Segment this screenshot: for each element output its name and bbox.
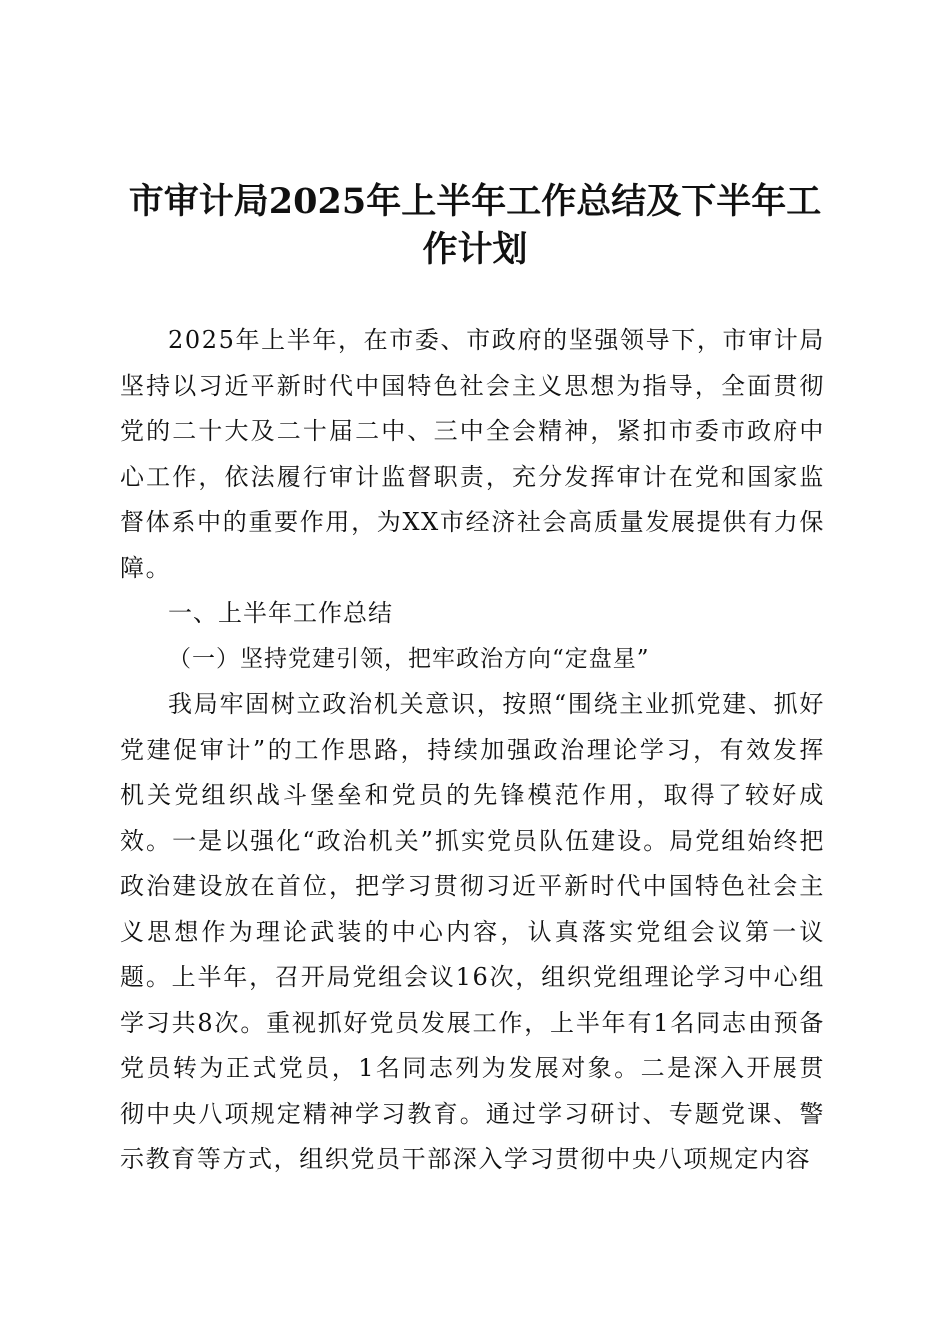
document-title: 市审计局2025年上半年工作总结及下半年工作计划 xyxy=(128,181,822,270)
section-heading-1: 一、上半年工作总结 xyxy=(168,599,393,627)
subsection-1-paragraph: 我局牢固树立政治机关意识，按照“围绕主业抓党建、抓好党建促审计”的工作思路，持续加强政治理论学习，有效发挥机关党组织战斗堡垒和党员的先锋模范作用，取得了较好成效。一是以强化“政治机关”抓实党员队伍建设。局党组始终把政治建设放在首位，把学习贯彻习近平新时代中国特色社会主义思想作为理论武装的中心内容，认真落实党组会议第一议题。上半年，召开局党组会议16次，组织党组理论学习中心组学习共8次。重视抓好党员发展工作，上半年有1名同志由预备党员转为正式党员，1名同志列为发展对象。二是深入开展贯彻中央八项规定精神学习教育。通过学习研讨、专题党课、警示教育等方式，组织党员干部深入学习贯彻中央八项规定内容 xyxy=(120,690,825,1173)
subsection-heading-1: （一）坚持党建引领，把牢政治方向“定盘星” xyxy=(168,645,650,672)
intro-paragraph: 2025年上半年，在市委、市政府的坚强领导下，市审计局坚持以习近平新时代中国特色社会主义思想为指导，全面贯彻党的二十大及二十届二中、三中全会精神，紧扣市委市政府中心工作，依法履行审计监督职责，充分发挥审计在党和国家监督体系中的重要作用，为XX市经济社会高质量发展提供有力保障。 xyxy=(120,326,825,582)
document-body xyxy=(120,318,825,1183)
